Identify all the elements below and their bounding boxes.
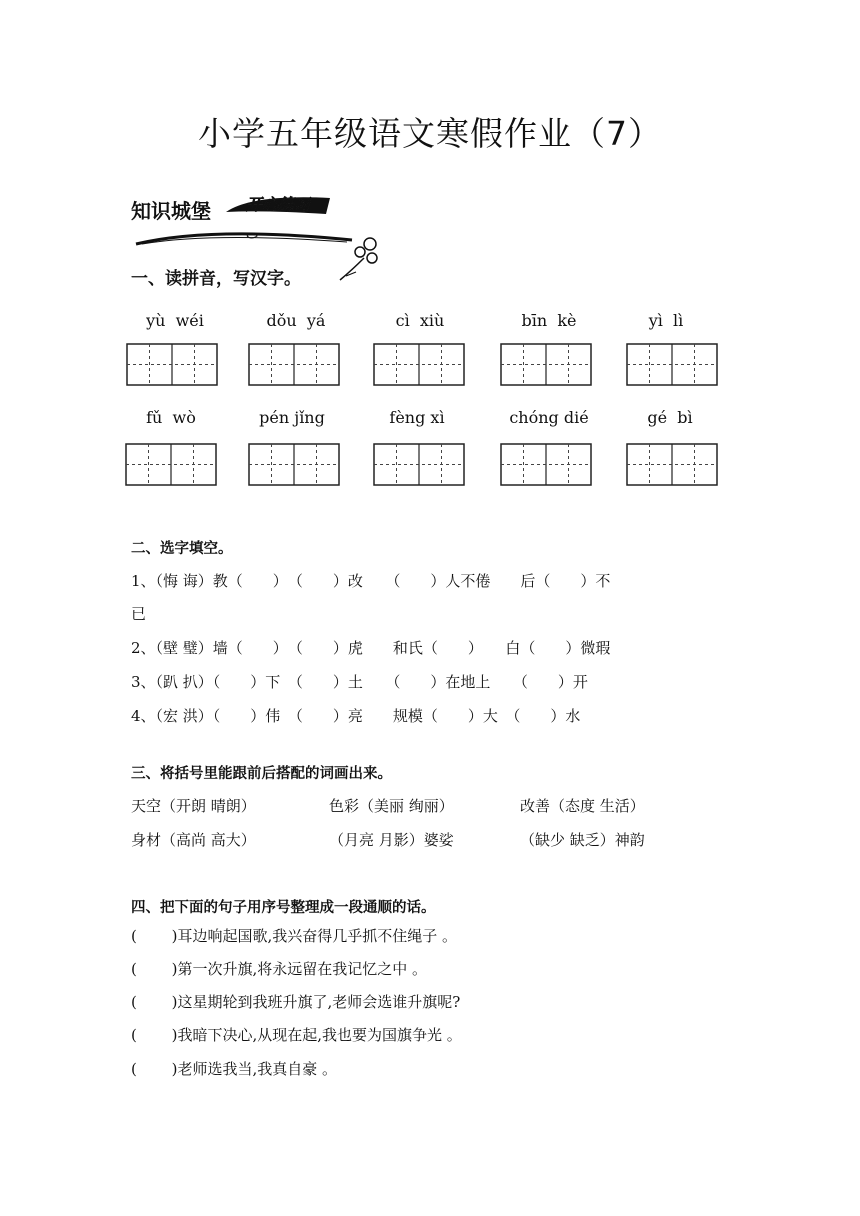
pinyin-label: cì xiù <box>395 311 445 330</box>
section4-heading: 四、把下面的句子用序号整理成一段通顺的话。 <box>131 900 436 916</box>
writing-box[interactable] <box>500 343 592 386</box>
sentence-item: ( )耳边响起国歌,我兴奋得几乎抓不住绳子 。 <box>131 927 458 945</box>
writing-box[interactable] <box>125 443 217 486</box>
pinyin-label: fèng xì <box>389 408 445 427</box>
sentence-item: ( )我暗下决心,从现在起,我也要为国旗争光 。 <box>131 1026 462 1044</box>
pinyin-label: dǒu yá <box>266 311 326 330</box>
section3-heading: 三、将括号里能跟前后搭配的词画出来。 <box>131 766 392 782</box>
word-pair: 色彩（美丽 绚丽） <box>329 797 454 815</box>
section1-heading: 一、读拼音，写汉字。 <box>131 269 301 289</box>
pinyin-label: bīn kè <box>521 311 577 330</box>
fill-line-1: 1、（悔 诲）教（ ） （ ）改 （ ）人不倦 后（ ）不 <box>131 572 611 590</box>
pinyin-label: pén jǐng <box>259 408 325 427</box>
sentence-item: ( )老师选我当,我真自豪 。 <box>131 1060 338 1078</box>
fill-line-4: 4、（宏 洪）（ ）伟 （ ）亮 规模（ ）大 （ ）水 <box>131 707 581 725</box>
writing-box[interactable] <box>626 443 718 486</box>
sentence-item: ( )这星期轮到我班升旗了,老师会选谁升旗呢? <box>131 993 461 1011</box>
banner-text: 开心练习 <box>245 195 311 214</box>
fill-line-1-cont: 已 <box>131 605 147 623</box>
writing-box[interactable] <box>248 343 340 386</box>
writing-box[interactable] <box>373 443 465 486</box>
word-pair: 身材（高尚 高大） <box>131 831 256 849</box>
pinyin-label: chóng dié <box>509 408 589 427</box>
word-pair: （缺少 缺乏）神韵 <box>520 831 645 849</box>
writing-box[interactable] <box>248 443 340 486</box>
pinyin-label: yì lì <box>648 311 684 330</box>
writing-box[interactable] <box>626 343 718 386</box>
word-pair: 天空（开朗 晴朗） <box>131 797 256 815</box>
sentence-item: ( )第一次升旗,将永远留在我记忆之中 。 <box>131 960 428 978</box>
word-pair: 改善（态度 生活） <box>520 797 645 815</box>
writing-box[interactable] <box>500 443 592 486</box>
pinyin-label: gé bì <box>647 408 693 427</box>
writing-box[interactable] <box>373 343 465 386</box>
fill-line-2: 2、（壁 璧）墙（ ） （ ）虎 和氏（ ） 白（ ）微瑕 <box>131 639 611 657</box>
writing-box[interactable] <box>126 343 218 386</box>
pinyin-label: yù wéi <box>146 311 204 330</box>
section2-heading: 二、选字填空。 <box>131 541 233 557</box>
happy-practice-banner <box>222 192 334 218</box>
pinyin-label: fǔ wò <box>146 408 196 427</box>
page-title: 小学五年级语文寒假作业（7） <box>198 114 662 153</box>
word-pair: （月亮 月影）婆娑 <box>329 831 454 849</box>
section-castle-label: 知识城堡 <box>131 199 211 223</box>
fill-line-3: 3、（趴 扒）（ ）下 （ ）土 （ ）在地上 （ ）开 <box>131 673 588 691</box>
